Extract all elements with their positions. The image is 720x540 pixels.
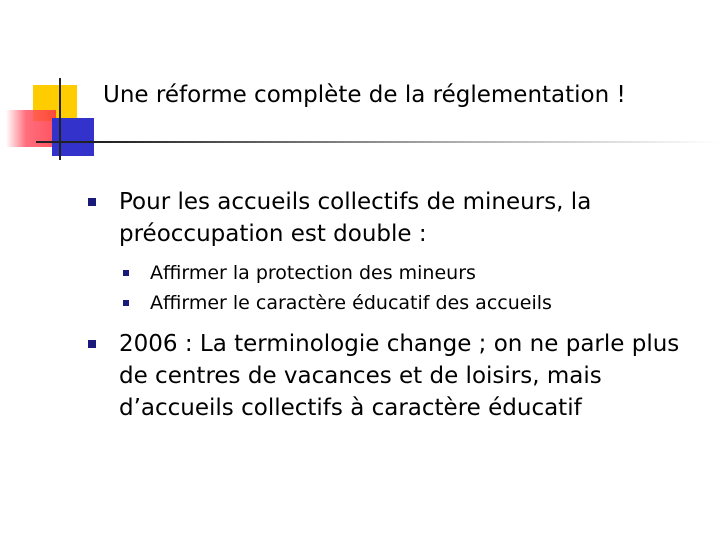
sub-bullet-item bbox=[88, 288, 708, 318]
bullet-item bbox=[88, 328, 708, 424]
decor-vertical-line bbox=[59, 78, 61, 160]
sub-bullet-list bbox=[88, 258, 708, 318]
square-bullet-icon bbox=[123, 270, 129, 276]
sub-bullet-item bbox=[88, 258, 708, 288]
square-bullet-icon bbox=[123, 300, 129, 306]
slide-body bbox=[88, 186, 708, 424]
square-bullet-icon bbox=[88, 198, 96, 206]
square-bullet-icon bbox=[88, 340, 96, 348]
bullet-text: 2006 : La terminologie change ; on ne parle plus de centres de vacances et de loisirs, mais d’accueils collectifs à caractère éducatif bbox=[119, 331, 680, 421]
sub-bullet-text: Affirmer la protection des mineurs bbox=[150, 262, 476, 284]
slide-title: Une réforme complète de la réglementation ! bbox=[103, 82, 626, 108]
title-underline bbox=[36, 141, 720, 143]
bullet-item bbox=[88, 186, 708, 250]
sub-bullet-text: Affirmer le caractère éducatif des accueils bbox=[150, 292, 552, 314]
bullet-text: Pour les accueils collectifs de mineurs, la préoccupation est double : bbox=[119, 189, 592, 247]
